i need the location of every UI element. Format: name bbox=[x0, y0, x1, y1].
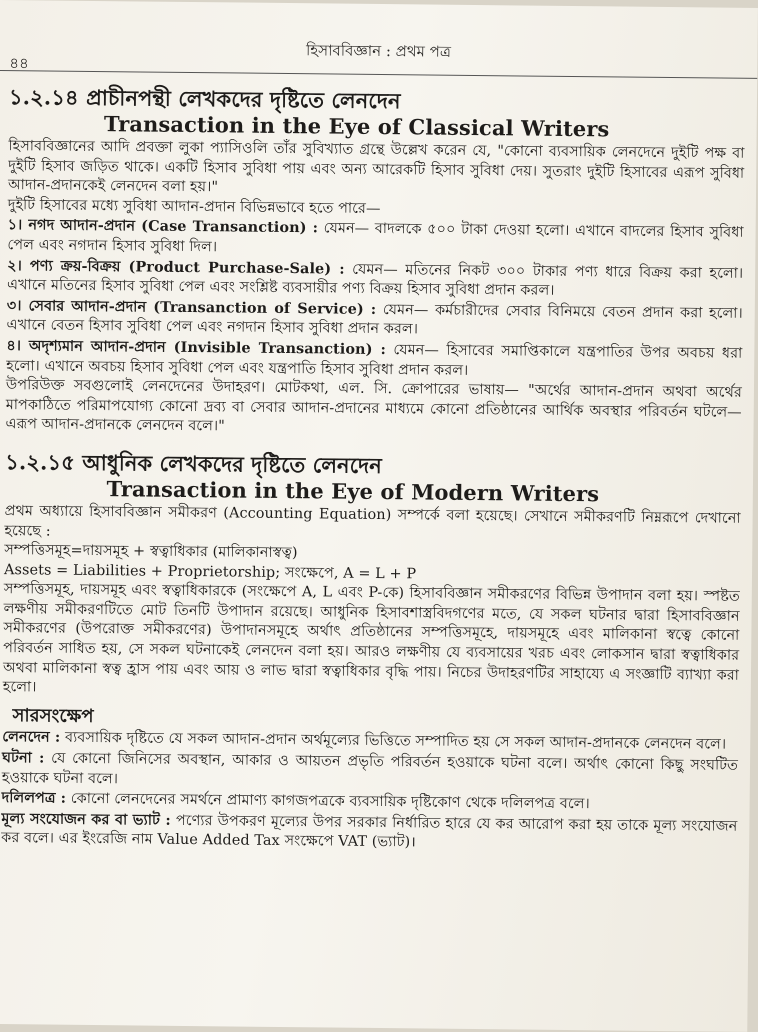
classical-closing-paragraph: উপরিউক্ত সবগুলোই লেনদেনের উদাহরণ। মোটকথা, এল. সি. ক্রোপারের ভাষায়— "অর্থের আদান-প্রদান অথবা অর্থের মাপকাঠিতে পরিমাপযোগ্য কোনো দ্রব্য বা সেবার আদান-প্রদানের মাধ্যমে কোনো প্রতিষ্ঠানের আর্থিক অবস্থার পরিবর্তন ঘটলে— এরূপ আদান-প্রদানকে লেনদেন বলে।" bbox=[5, 377, 743, 435]
classical-section-subheading: Transaction in the Eye of Classical Writers bbox=[103, 111, 610, 142]
modern-intro-paragraph: প্রথম অধ্যায়ে হিসাববিজ্ঞান সমীকরণ (Accounting Equation) সম্পর্কে বলা হয়েছে। সেখানে সমীকরণটি নিম্নরূপে দেখানো হয়েছে : bbox=[4, 502, 741, 540]
equation-english: Assets = Liabilities + Proprietorship; সংক্ষেপে, A = L + P bbox=[3, 561, 417, 583]
classical-lead-line: দুইটি হিসাবের মধ্যে সুবিধা আদান-প্রদান বিভিন্নভাবে হতে পারে— bbox=[7, 196, 381, 217]
classical-intro-paragraph: হিসাববিজ্ঞানের আদি প্রবক্তা লুকা প্যাসিওলি তাঁর সুবিখ্যাত গ্রন্থে উল্লেখ করেন যে, "কোনো ব্যবসায়িক লেনদেনে দুইটি পক্ষ বা দুইটি হিসাব জড়িত থাকে। একটি হিসাব সুবিধা পায় এবং অন্য আরেকটি হিসাব সুবিধা দেয়। সুতরাং দুইটি হিসাবের এরূপ সুবিধা আদান-প্রদানকেই লেনদেন বলা হয়।" bbox=[7, 138, 745, 196]
page-content bbox=[1, 84, 745, 857]
summary-heading: সারসংক্ষেপ bbox=[12, 705, 94, 727]
summary-definition: কোনো লেনদেনের সমর্থনে প্রামাণ্য কাগজপত্রকে ব্যবসায়িক দৃষ্টিকোণ থেকে দলিলপত্র বলে। bbox=[70, 791, 590, 813]
header-rule bbox=[0, 70, 757, 79]
summary-definition: ব্যবসায়িক দৃষ্টিতে যে সকল আদান-প্রদান অর্থমূল্যের ভিত্তিতে সম্পাদিত হয় সে সকল আদান-প্রদানকে লেনদেন বলে। bbox=[64, 730, 727, 754]
equation-bengali: সম্পত্তিসমূহ=দায়সমূহ + স্বত্বাধিকার (মালিকানাস্বত্ব) bbox=[4, 542, 298, 562]
summary-term: ঘটনা : bbox=[1, 749, 45, 767]
list-item-text: যেমন— বাদলকে ৫০০ টাকা দেওয়া হলো। এখানে বাদলের হিসাব সুবিধা পেল এবং নগদান হিসাব সুবিধা দিল। bbox=[7, 220, 744, 256]
page-number: ৪৪ bbox=[9, 54, 29, 73]
modern-section-heading: ১.২.১৫ আধুনিক লেখকদের দৃষ্টিতে লেনদেন bbox=[5, 448, 382, 478]
running-title: হিসাববিজ্ঞান : প্রথম পত্র bbox=[305, 41, 452, 61]
list-item-label: ২। পণ্য ক্রয়-বিক্রয় (Product Purchase-Sale) : bbox=[7, 256, 345, 278]
summary-term: লেনদেন : bbox=[2, 728, 61, 747]
summary-term: দলিলপত্র : bbox=[1, 789, 67, 807]
list-item-label: ৩। সেবার আদান-প্রদান (Transanction of Service) : bbox=[6, 296, 377, 318]
summary-entry bbox=[1, 809, 737, 857]
list-item-label: ১। নগদ আদান-প্রদান (Case Transanction) : bbox=[7, 216, 319, 237]
summary-term: মূল্য সংযোজন কর বা ভ্যাট : bbox=[1, 809, 171, 829]
list-item-label: ৪। অদৃশ্যমান আদান-প্রদান (Invisible Transanction) : bbox=[6, 337, 387, 358]
summary-definition: পণ্যের উপকরণ মূল্যের উপর সরকার নির্ধারিত হারে যে কর আরোপ করা হয় তাকে মূল্য সংযোজন কর বলে। এর ইংরেজি নাম Value Added Tax সংক্ষেপে VAT (ভ্যাট)। bbox=[1, 812, 738, 851]
summary-definition: যে কোনো জিনিসের অবস্থান, আকার ও আয়তন প্রভৃতি পরিবর্তন হওয়াকে ঘটনা বলে। অর্থাৎ কোনো কিছু সংঘটিত হওয়াকে ঘটনা বলে। bbox=[1, 750, 739, 787]
list-item bbox=[7, 215, 743, 263]
list-item-text: যেমন— মতিনের নিকট ৩০০ টাকার পণ্য ধারে বিক্রয় করা হলো। এখানে মতিনের হিসাব সুবিধা পেল এবং সংশ্লিষ্ট ব্যবসায়ীর পণ্য বিক্রয় হিসাব সুবিধা প্রদান করল। bbox=[6, 261, 744, 299]
list-item-text: যেমন— হিসাবের সমাপ্তিকালে যন্ত্রপাতির উপর অবচয় ধরা হলো। এখানে অবচয় হিসাব সুবিধা পেল এবং যন্ত্রপাতি হিসাব সুবিধা প্রদান করল। bbox=[6, 342, 743, 379]
classical-section-heading: ১.২.১৪ প্রাচীনপন্থী লেখকদের দৃষ্টিতে লেনদেন bbox=[8, 84, 401, 114]
modern-body-paragraph: সম্পত্তিসমূহ, দায়সমূহ এবং স্বত্বাধিকারকে (সংক্ষেপে A, L এবং P-কে) হিসাববিজ্ঞান সমীকরণের বিভিন্ন উপাদান বলা হয়। স্পষ্টত লক্ষণীয় সমীকরণটিতে মোট তিনটি উপাদান রয়েছে। আধুনিক হিসাবশাস্ত্রবিদগণের মতে, যে সকল ঘটনার দ্বারা হিসাববিজ্ঞান সমীকরণের (উপরোক্ত সমীকরণের) উপাদানসমূহে অর্থাৎ প্রতিষ্ঠানের সম্পত্তিসমূহে, দায়সমূহে এবং মালিকানা স্বত্বে কোনো পরিবর্তন সাধিত হয়, সে সকল ঘটনাকেই লেনদেন বলা হয়। আরও লক্ষণীয় যে ব্যবসায়ের খরচ এবং লোকসান দ্বারা স্বত্বাধিকার অথবা মালিকানা স্বত্ব হ্রাস পায় এবং আয় ও লাভ দ্বারা স্বত্বাধিকার বৃদ্ধি পায়। নিচের উদাহরণটির সাহায্যে এ সংজ্ঞাটি ব্যাখ্যা করা হলো। bbox=[2, 581, 740, 696]
list-item-text: যেমন— কর্মচারীদের সেবার বিনিময়ে বেতন প্রদান করা হলো। এখানে বেতন হিসাব সুবিধা পেল এবং নগদান হিসাব সুবিধা প্রদান করল। bbox=[6, 301, 743, 338]
modern-section-subheading: Transaction in the Eye of Modern Writers bbox=[106, 476, 600, 507]
